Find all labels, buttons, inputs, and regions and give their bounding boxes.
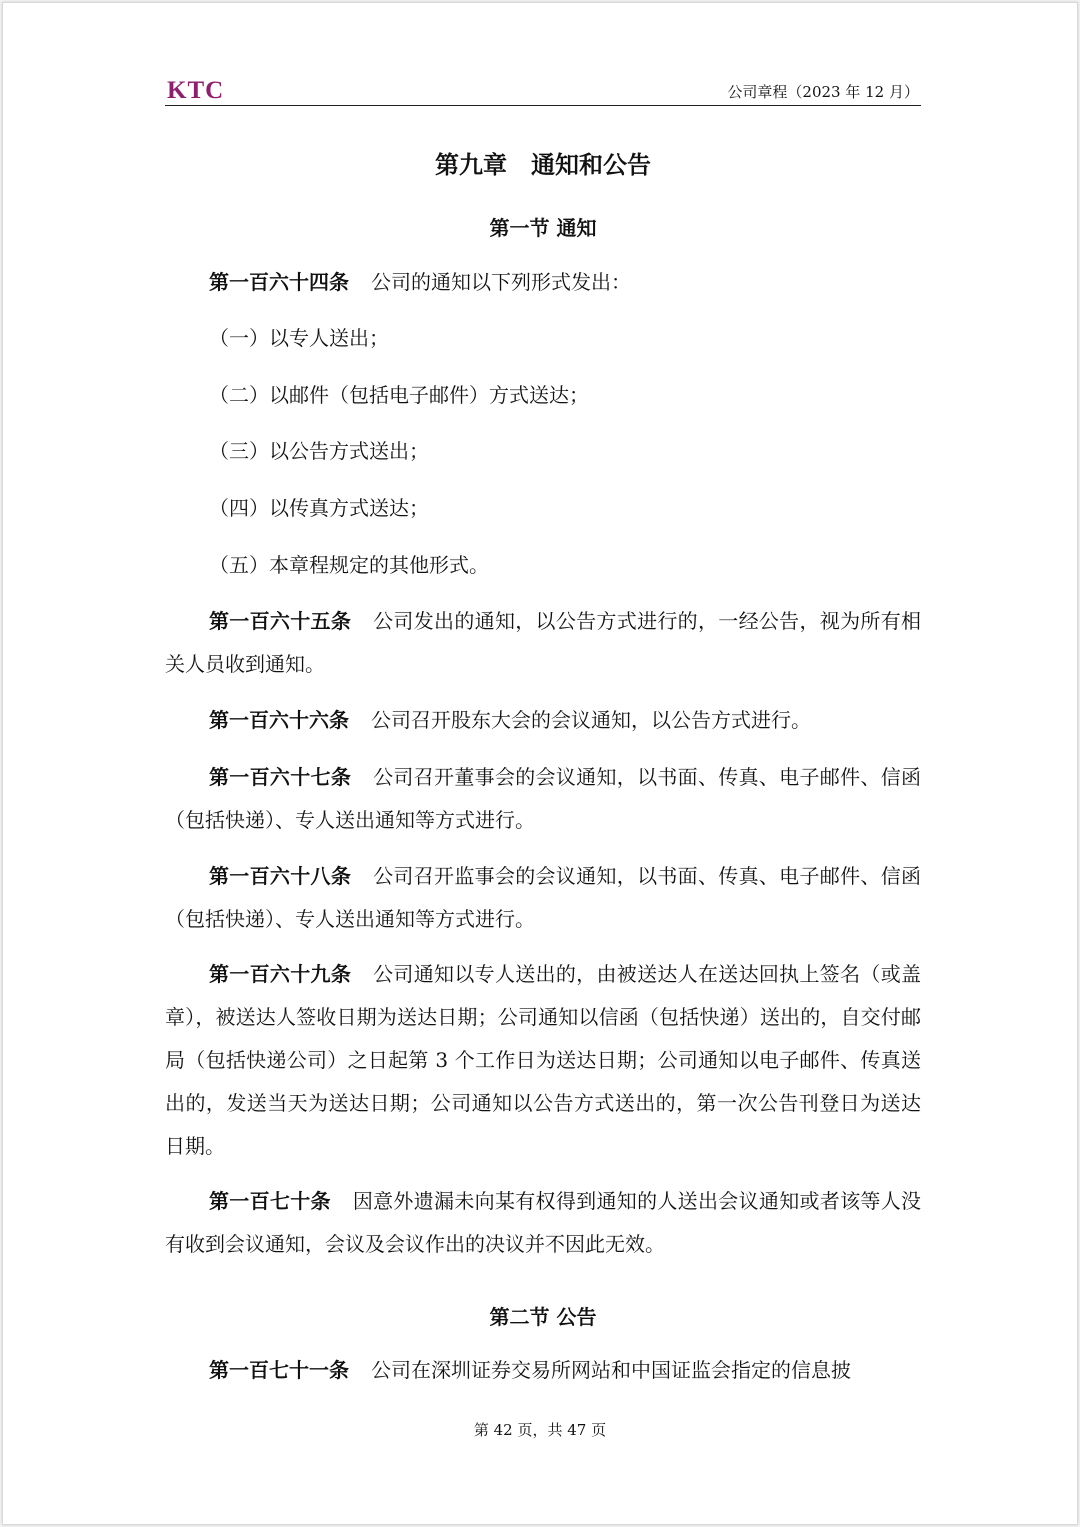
article-166 [165,699,921,742]
article-170 [165,1180,921,1266]
article-label: 第一百六十五条 [209,609,352,633]
article-label: 第一百六十八条 [209,864,352,888]
list-item: （四）以传真方式送达； [209,496,429,520]
article-label: 第一百七十一条 [209,1358,349,1382]
page-footer: 第 42 页，共 47 页 [473,1421,607,1439]
list-item: （一）以专人送出； [209,326,389,350]
article-167 [165,756,921,842]
page-header [165,75,921,106]
article-text: 公司召开董事会的会议通知，以书面、传真、电子邮件、信函（包括快递）、专人送出通知等方式进行。 [165,765,922,832]
article-text: 公司在深圳证券交易所网站和中国证监会指定的信息披 [371,1358,851,1382]
section-title-announcement: 第二节 公告 [489,1305,597,1329]
list-item: （五）本章程规定的其他形式。 [209,553,489,577]
article-text: 公司通知以专人送出的，由被送达人在送达回执上签名（或盖章），被送达人签收日期为送达日期；公司通知以信函（包括快递）送出的，自交付邮局（包括快递公司）之日起第 3 个工作日为送达日期；公司通知以电子邮件、传真送出的，发送当天为送达日期；公司通知以公告方式送出的，第一次公告刊登日为送达日期。 [165,962,922,1158]
article-label: 第一百六十九条 [209,962,352,986]
ktc-logo: KTC [167,77,225,104]
article-168 [165,855,921,941]
article-label: 第一百七十条 [209,1189,331,1213]
document-page [2,2,1078,1525]
article-text: 因意外遗漏未向某有权得到通知的人送出会议通知或者该等人没有收到会议通知，会议及会议作出的决议并不因此无效。 [165,1189,922,1256]
article-169 [165,953,921,1168]
article-text: 公司发出的通知，以公告方式进行的，一经公告，视为所有相关人员收到通知。 [165,609,922,676]
article-label: 第一百六十四条 [209,270,349,294]
section-title-notice: 第一节 通知 [489,216,597,240]
article-label: 第一百六十六条 [209,708,349,732]
article-164 [165,261,921,304]
article-text: 公司的通知以下列形式发出： [371,270,631,294]
article-text: 公司召开股东大会的会议通知，以公告方式进行。 [371,708,811,732]
list-item: （三）以公告方式送出； [209,439,429,463]
list-item: （二）以邮件（包括电子邮件）方式送达； [209,383,589,407]
article-label: 第一百六十七条 [209,765,352,789]
article-171 [165,1349,921,1392]
header-document-title: 公司章程（2023 年 12 月） [727,83,919,101]
article-text: 公司召开监事会的会议通知，以书面、传真、电子邮件、信函（包括快递）、专人送出通知等方式进行。 [165,864,922,931]
chapter-title: 第九章 通知和公告 [435,151,651,179]
article-165 [165,600,921,686]
